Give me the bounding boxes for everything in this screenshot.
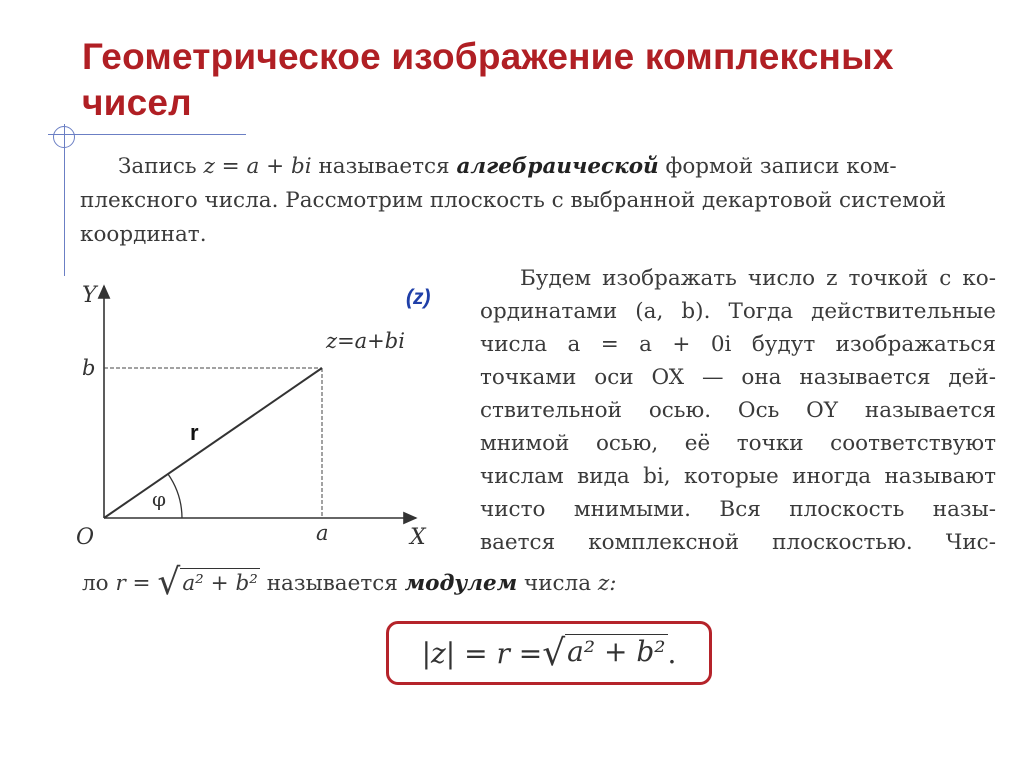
intro-text: Запись: [118, 154, 204, 179]
desc-line-5: ствительной осью. Ось OY называется: [480, 398, 996, 423]
algebraic-form-formula: z = a + bi: [203, 154, 312, 179]
formula-end: .: [667, 636, 677, 670]
modulus-sqrt: √a² + b²: [157, 562, 258, 603]
modulus-radicand: a² + b²: [180, 568, 260, 599]
intro-text: называется: [311, 154, 457, 179]
description-paragraph: [480, 264, 996, 558]
plane-z-label: (z): [406, 286, 431, 309]
angle-arc: [168, 474, 182, 518]
a-label: a: [316, 521, 329, 545]
desc-line-3: числа a = a + 0i будут изображаться: [480, 332, 996, 357]
angle-phi-label: φ: [152, 487, 167, 511]
modulus-formula-box: [386, 621, 712, 685]
term-modulus: модулем: [404, 571, 518, 596]
b-label: b: [82, 356, 96, 380]
point-z-label: z=a+bi: [326, 329, 405, 353]
intro-line-3: координат.: [80, 222, 207, 247]
x-axis-label: X: [410, 525, 426, 550]
y-axis-label: Y: [82, 283, 97, 308]
decorative-line-horizontal: [48, 134, 246, 135]
term-algebraic: алгебраической: [456, 154, 659, 179]
intro-text: формой записи ком-: [658, 154, 897, 179]
complex-plane-figure: [70, 272, 460, 562]
desc-line-6: мнимой осью, её точки соответствуют: [480, 431, 996, 456]
r-label: r: [190, 420, 199, 445]
modulus-definition: [82, 562, 617, 603]
formula-lhs: |z| = r =: [421, 636, 543, 670]
modulus-text: называется: [259, 571, 405, 596]
desc-line-1: Будем изображать число z точкой с ко-: [520, 266, 996, 291]
modulus-text: числа: [517, 571, 598, 596]
origin-label: O: [76, 525, 95, 550]
radius-vector: [104, 368, 322, 518]
desc-line-9: вается комплексной плоскостью. Чис-: [480, 530, 996, 555]
desc-line-4: точками оси OX — она называется дей-: [480, 365, 996, 390]
modulus-z: z:: [597, 571, 617, 596]
formula-sqrt: √a² + b²: [542, 632, 666, 674]
desc-line-2: ординатами (a, b). Тогда действительные: [480, 299, 996, 324]
intro-line-2: плексного числа. Рассмотрим плоскость с выбранной декартовой системой: [80, 188, 947, 213]
modulus-r-eq: r =: [115, 571, 158, 596]
desc-line-7: числам вида bi, которые иногда называют: [480, 464, 996, 489]
modulus-text: ло: [82, 571, 116, 596]
formula-radicand: a² + b²: [567, 634, 666, 668]
slide-title: Геометрическое изображение комплексных чисел: [82, 36, 894, 123]
decorative-circle: [53, 126, 75, 148]
desc-line-8: чисто мнимыми. Вся плоскость назы-: [480, 497, 996, 522]
intro-line-1: [118, 152, 897, 182]
